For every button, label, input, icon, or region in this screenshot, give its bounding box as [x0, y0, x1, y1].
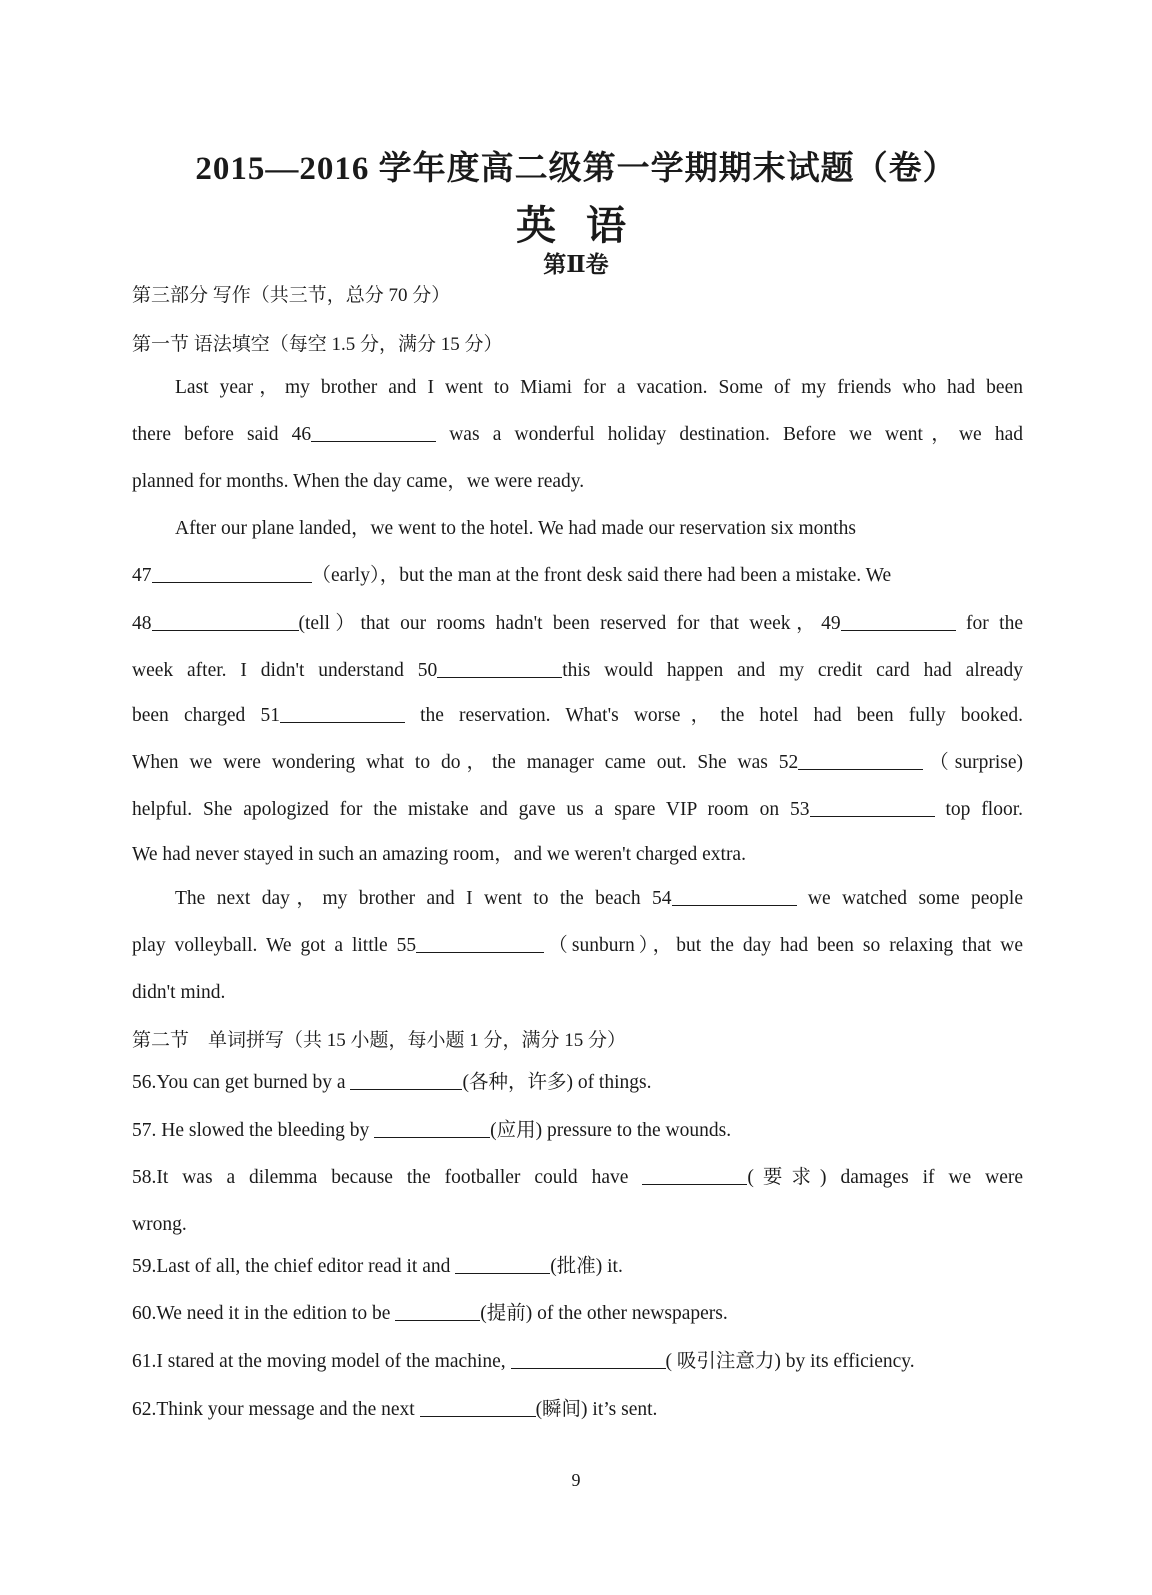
- answer-blank-48[interactable]: [152, 611, 299, 632]
- subject-title: 英 语: [516, 203, 636, 248]
- text-line: After our plane landed，we went to the hotel. We had made our reservation six months: [175, 518, 856, 539]
- answer-blank-62[interactable]: [420, 1397, 536, 1418]
- answer-blank-53[interactable]: [810, 797, 935, 818]
- question-56: 56.You can get burned by a (各种，许多) of things.: [132, 1059, 1023, 1106]
- grammar-paragraph-3: [132, 875, 1023, 1016]
- question-58: 58.It was a dilemma because the footballer could have (要求) damages if we were wrong.: [132, 1154, 1023, 1248]
- answer-blank-61[interactable]: [511, 1349, 666, 1370]
- text-line: Last year，my brother and I went to Miami for a vacation. Some of my friends who had been: [175, 377, 1023, 398]
- grammar-paragraph-2: [132, 505, 1023, 878]
- answer-blank-59[interactable]: [455, 1254, 550, 1275]
- volume-title: 第Ⅱ卷: [543, 252, 609, 277]
- answer-blank-57[interactable]: [374, 1118, 490, 1139]
- answer-blank-51[interactable]: [280, 703, 405, 724]
- question-62: 62.Think your message and the next (瞬间) it’s sent.: [132, 1386, 1023, 1433]
- text-line: planned for months. When the day came，we were ready.: [132, 471, 585, 492]
- text-line: 47 （early），but the man at the front desk said there had been a mistake. We: [132, 552, 1023, 600]
- answer-blank-60[interactable]: [395, 1301, 480, 1322]
- text-line: We had never stayed in such an amazing room，and we weren't charged extra.: [132, 844, 746, 865]
- text-line: When we were wondering what to do，the manager came out. She was 52 （surprise): [132, 739, 1023, 786]
- answer-blank-58[interactable]: [642, 1165, 747, 1186]
- answer-blank-49[interactable]: [841, 611, 956, 632]
- question-60: 60.We need it in the edition to be (提前) of the other newspapers.: [132, 1290, 1023, 1337]
- answer-blank-56[interactable]: [350, 1070, 462, 1091]
- text-line: week after. I didn't understand 50 this would happen and my credit card had already: [132, 647, 1023, 692]
- text-line: there before said 46 was a wonderful holiday destination. Before we went，we had: [132, 411, 1023, 458]
- text-line: play volleyball. We got a little 55 （sunburn），but the day had been so relaxing that we: [132, 922, 1023, 969]
- answer-blank-52[interactable]: [798, 750, 923, 771]
- text-line: didn't mind.: [132, 982, 226, 1003]
- grammar-paragraph-1: [132, 364, 1023, 505]
- part3-heading: 第三部分 写作（共三节，总分 70 分）: [132, 285, 451, 306]
- answer-blank-47[interactable]: [152, 563, 312, 584]
- section1-heading: 第一节 语法填空（每空 1.5 分，满分 15 分）: [132, 334, 503, 355]
- answer-blank-46[interactable]: [311, 422, 436, 443]
- question-59: 59.Last of all, the chief editor read it and (批准) it.: [132, 1243, 1023, 1290]
- question-61: 61.I stared at the moving model of the machine, ( 吸引注意力) by its efficiency.: [132, 1338, 1023, 1385]
- section2-heading: 第二节 单词拼写（共 15 小题，每小题 1 分，满分 15 分）: [132, 1030, 627, 1051]
- text-line: helpful. She apologized for the mistake and gave us a spare VIP room on 53 top floor.: [132, 786, 1023, 831]
- answer-blank-55[interactable]: [416, 933, 544, 954]
- page-number: 9: [571, 1470, 581, 1490]
- exam-title: 2015—2016 学年度高二级第一学期期末试题（卷）: [195, 151, 957, 187]
- text-line: The next day，my brother and I went to the beach 54 we watched some people: [132, 875, 1023, 922]
- question-57: 57. He slowed the bleeding by (应用) pressure to the wounds.: [132, 1107, 1023, 1154]
- text-line: 48 (tell）that our rooms hadn't been reserved for that week，49 for the: [132, 600, 1023, 647]
- answer-blank-50[interactable]: [437, 658, 562, 679]
- answer-blank-54[interactable]: [672, 886, 797, 907]
- text-line: been charged 51 the reservation. What's worse，the hotel had been fully booked.: [132, 692, 1023, 739]
